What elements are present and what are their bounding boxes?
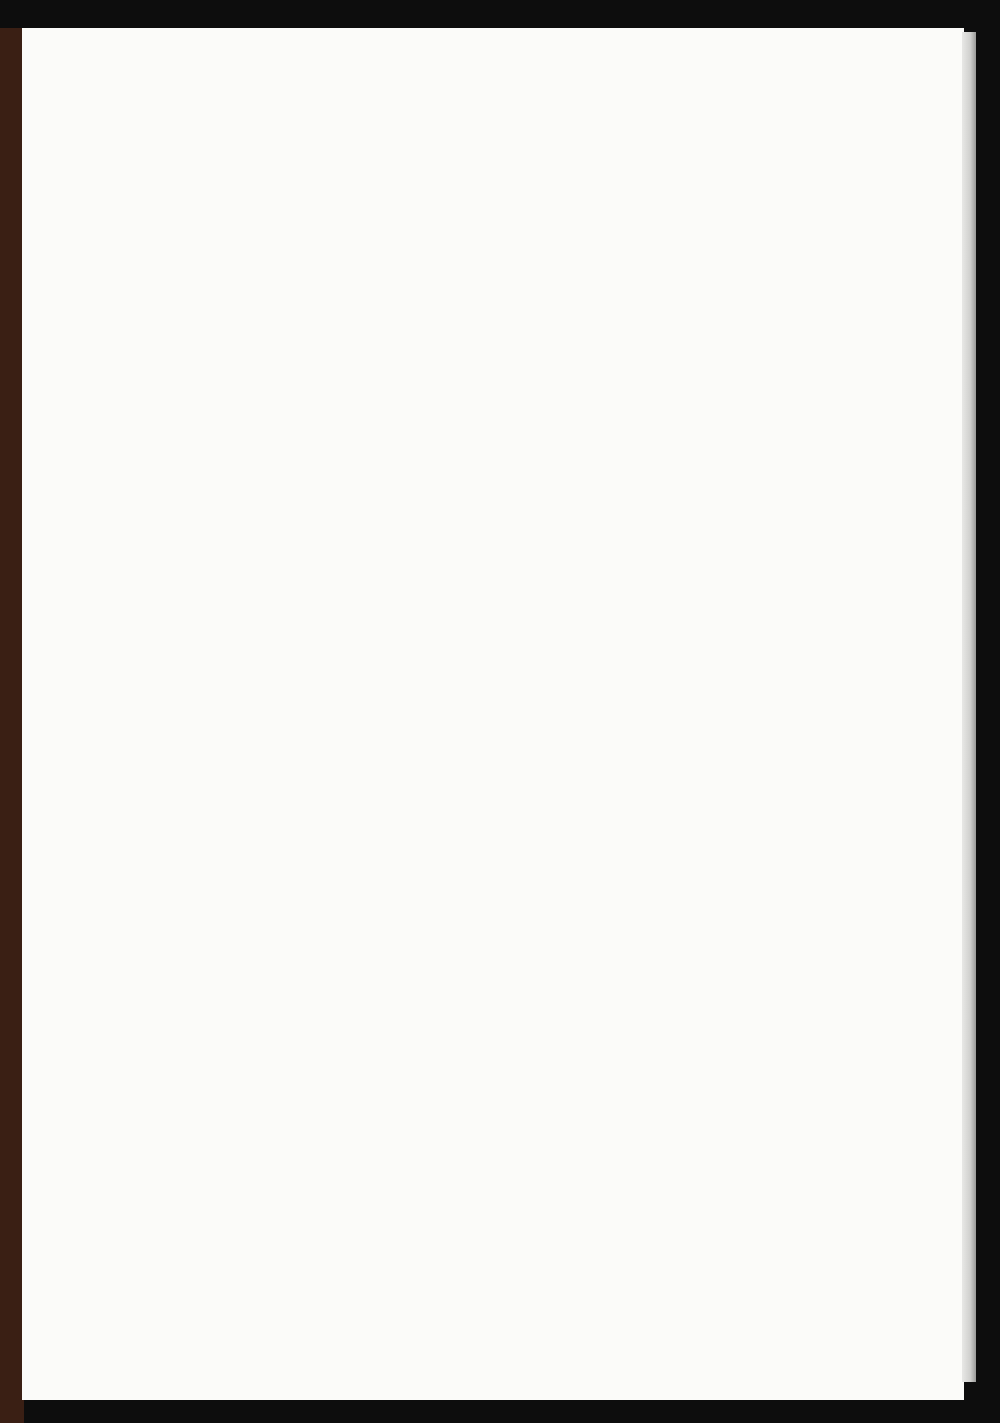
book-spine <box>0 28 24 1423</box>
page-edge <box>962 32 976 1382</box>
document-page <box>22 28 964 1400</box>
